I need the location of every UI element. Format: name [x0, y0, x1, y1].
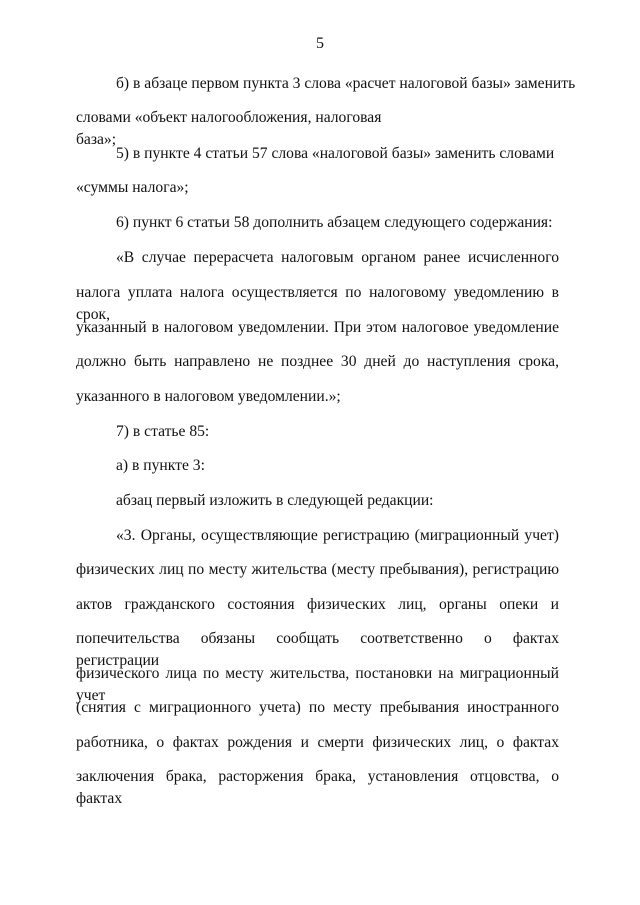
paragraph-3-line-8: заключения брака, расторжения брака, установления отцовства, о фактах: [76, 768, 559, 807]
paragraph-3-line-4: попечительства обязаны сообщать соответственно о фактах регистрации: [76, 630, 559, 669]
quoted-paragraph-line-5: указанного в налоговом уведомлении.»;: [76, 388, 341, 405]
quoted-paragraph-line-2: налога уплата налога осуществляется по налоговому уведомлению в срок,: [76, 284, 559, 323]
paragraph-3-line-5: физического лица по месту жительства, постановки на миграционный учет: [76, 665, 559, 704]
quoted-paragraph-line-3: указанный в налоговом уведомлении. При этом налоговое уведомление: [76, 319, 559, 336]
quoted-paragraph-line-4: должно быть направлено не позднее 30 дней до наступления срока,: [76, 353, 559, 370]
page-number: 5: [316, 35, 324, 52]
paragraph-3-line-1: «3. Органы, осуществляющие регистрацию (миграционный учет): [116, 527, 559, 544]
paragraph-3-line-6: (снятия с миграционного учета) по месту пребывания иностранного: [76, 699, 559, 716]
paragraph-5-line-2: «суммы налога»;: [76, 179, 189, 196]
paragraph-b-line-2: словами «объект налогообложения, налоговая база»;: [76, 109, 382, 148]
paragraph-abzats-line-1: абзац первый изложить в следующей редакции:: [116, 492, 434, 509]
paragraph-a-line-1: а) в пункте 3:: [116, 457, 205, 474]
paragraph-3-line-7: работника, о фактах рождения и смерти физических лиц, о фактах: [76, 734, 559, 751]
paragraph-b-line-1: б) в абзаце первом пункта 3 слова «расчет налоговой базы» заменить: [116, 75, 576, 92]
paragraph-7-line-1: 7) в статье 85:: [116, 423, 210, 440]
paragraph-3-line-2: физических лиц по месту жительства (месту пребывания), регистрацию: [76, 561, 559, 578]
paragraph-6-line-1: 6) пункт 6 статьи 58 дополнить абзацем следующего содержания:: [116, 214, 553, 231]
quoted-paragraph-line-1: «В случае перерасчета налоговым органом ранее исчисленного: [116, 249, 559, 266]
paragraph-3-line-3: актов гражданского состояния физических лиц, органы опеки и: [76, 596, 559, 613]
paragraph-5-line-1: 5) в пункте 4 статьи 57 слова «налоговой базы» заменить словами: [116, 145, 555, 162]
